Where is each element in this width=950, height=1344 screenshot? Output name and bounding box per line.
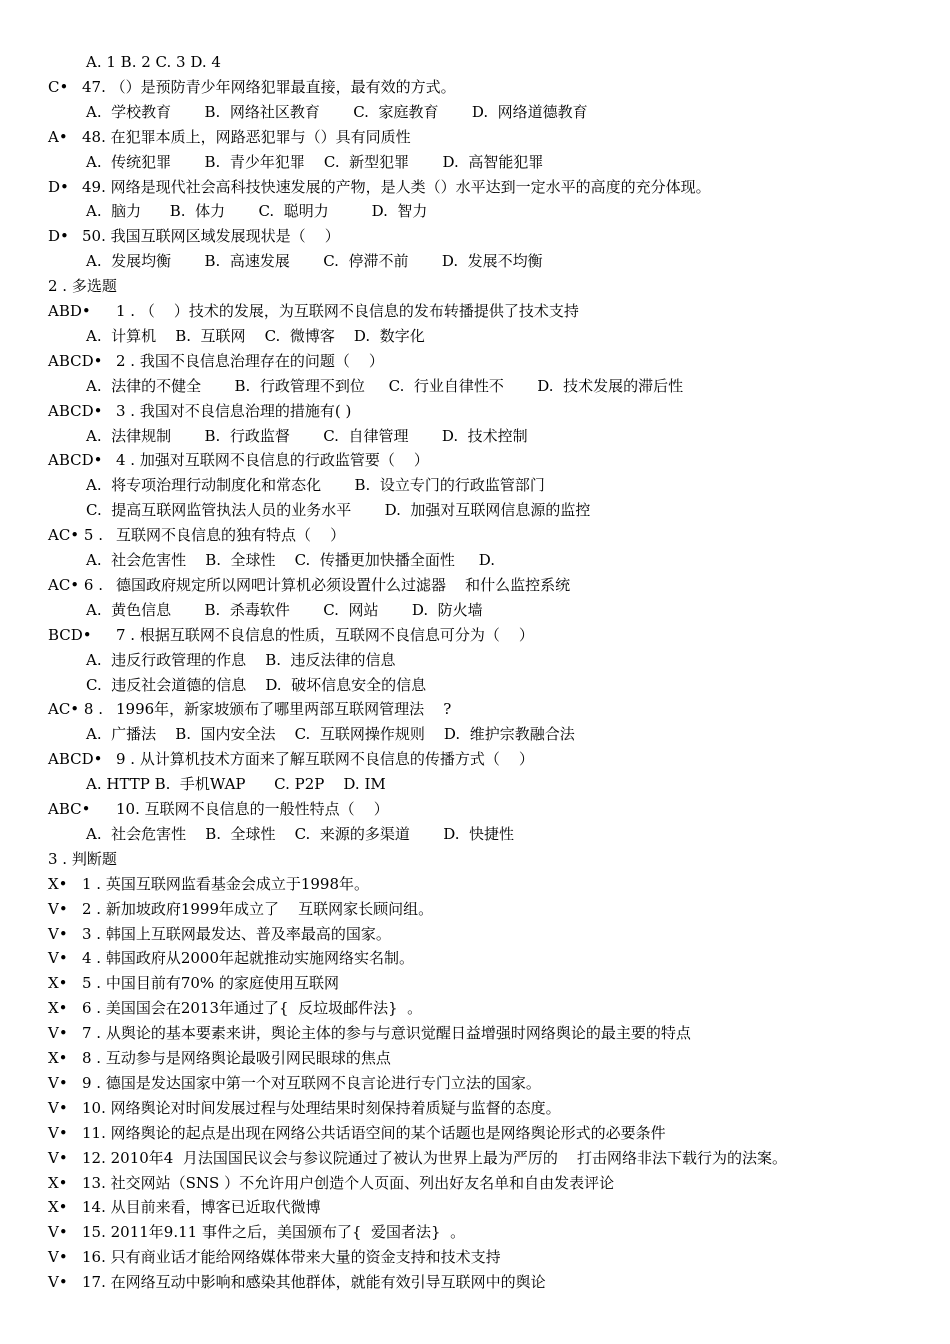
option-text: A. 社会危害性 B. 全球性 C. 传播更加快播全面性 D. (86, 551, 495, 569)
question-text: 5 . 中国目前有70% 的家庭使用互联网 (82, 974, 339, 993)
answer-key: V• (48, 1024, 68, 1043)
question-text: 48. 在犯罪本质上，网路恶犯罪与（）具有同质性 (82, 127, 411, 146)
option-text: A. 黄色信息 B. 杀毒软件 C. 网站 D. 防火墙 (86, 600, 483, 619)
question-text: 14. 从目前来看，博客已近取代微博 (82, 1198, 321, 1217)
document-line (0, 199, 950, 224)
document-line (0, 150, 950, 175)
option-text: A. 脑力 B. 体力 C. 聪明力 D. 智力 (86, 202, 428, 221)
question-text: 2 . 新加坡政府1999年成立了 互联网家长顾问组。 (82, 899, 434, 918)
question-text: 1996年，新家坡颁布了哪里两部互联网管理法 ? (116, 700, 452, 719)
answer-key: AC• 8 . (48, 700, 104, 719)
answer-key: V• (48, 1148, 68, 1167)
question-text: 1 . 英国互联网监看基金会成立于1998年。 (82, 874, 370, 893)
question-text: 9 . 从计算机技术方面来了解互联网不良信息的传播方式（ ） (116, 750, 534, 769)
document-line (0, 722, 950, 747)
document-line (0, 1195, 950, 1220)
document-line (0, 548, 950, 573)
question-text: 49. 网络是现代社会高科技快速发展的产物，是人类（）水平达到一定水平的高度的充分体现。 (82, 177, 711, 196)
document-line (0, 946, 950, 971)
document-line (0, 75, 950, 100)
answer-key: X• (48, 999, 68, 1018)
question-text: 15. 2011年9.11 事件之后，美国颁布了{ 爱国者法} 。 (82, 1223, 466, 1242)
option-text: A. 法律的不健全 B. 行政管理不到位 C. 行业自律性不 D. 技术发展的滞后性 (86, 376, 684, 395)
answer-key: V• (48, 1123, 68, 1142)
document-line (0, 523, 950, 548)
answer-key: ABCD• (48, 351, 103, 370)
document-line (0, 473, 950, 498)
document-line (0, 125, 950, 150)
section-heading: 3 . 判断题 (48, 849, 117, 868)
question-text: 1 . （ ）技术的发展，为互联网不良信息的发布转播提供了技术支持 (116, 302, 579, 320)
document-line (0, 1021, 950, 1046)
document-line (0, 697, 950, 722)
document-line (0, 623, 950, 648)
answer-key: BCD• (48, 625, 92, 644)
answer-key: X• (48, 1049, 68, 1067)
answer-key: V• (48, 1223, 68, 1242)
answer-key: A• (48, 127, 68, 146)
answer-key: X• (48, 974, 68, 993)
document-line (0, 922, 950, 947)
question-text: 16. 只有商业话才能给网络媒体带来大量的资金支持和技术支持 (82, 1248, 501, 1267)
option-text: A. 法律规制 B. 行政监督 C. 自律管理 D. 技术控制 (86, 426, 528, 445)
answer-key: ABCD• (48, 401, 103, 420)
document-line (0, 1096, 950, 1121)
answer-key: V• (48, 924, 68, 943)
option-text: A. 社会危害性 B. 全球性 C. 来源的多渠道 D. 快捷性 (86, 824, 515, 843)
option-text: A. 将专项治理行动制度化和常态化 B. 设立专门的行政监管部门 (86, 476, 545, 495)
document-line (0, 822, 950, 847)
document-line (0, 100, 950, 125)
answer-key: X• (48, 1173, 68, 1192)
document-line (0, 797, 950, 822)
document-line (0, 424, 950, 449)
question-text: 9 . 德国是发达国家中第一个对互联网不良言论进行专门立法的国家。 (82, 1073, 541, 1092)
question-text: 11. 网络舆论的起点是出现在网络公共话语空间的某个话题也是网络舆论形式的必要条件 (82, 1123, 666, 1142)
question-text: 3 . 我国对不良信息治理的措施有( ) (116, 401, 352, 420)
option-text: A. 1 B. 2 C. 3 D. 4 (86, 53, 221, 71)
answer-key: D• (48, 227, 69, 246)
question-text: 12. 2010年4 月法国国民议会与参议院通过了被认为世界上最为严厉的 打击网络非法下载行为的法案。 (82, 1148, 787, 1167)
answer-key: D• (48, 177, 69, 196)
question-text: 3 . 韩国上互联网最发达、普及率最高的国家。 (82, 924, 391, 943)
document-line (0, 1171, 950, 1196)
question-text: 4 . 韩国政府从2000年起就推动实施网络实名制。 (82, 949, 415, 968)
document-line (0, 1220, 950, 1245)
answer-key: V• (48, 1273, 68, 1292)
document-line (0, 747, 950, 772)
document-line (0, 648, 950, 673)
document-line (0, 324, 950, 349)
document-line (0, 772, 950, 797)
option-text: C. 违反社会道德的信息 D. 破坏信息安全的信息 (86, 675, 427, 694)
option-text: A. 发展均衡 B. 高速发展 C. 停滞不前 D. 发展不均衡 (86, 252, 543, 271)
answer-key: X• (48, 1198, 68, 1217)
document-line (0, 673, 950, 698)
question-text: 17. 在网络互动中影响和感染其他群体，就能有效引导互联网中的舆论 (82, 1273, 546, 1292)
question-text: 7 . 根据互联网不良信息的性质，互联网不良信息可分为（ ） (116, 625, 534, 644)
answer-key: C• (48, 77, 69, 96)
document-line (0, 50, 950, 75)
document-line (0, 448, 950, 473)
document-line (0, 349, 950, 374)
answer-key: V• (48, 1073, 68, 1092)
section-heading: 2 . 多选题 (48, 277, 117, 296)
answer-key: ABC• (48, 800, 91, 818)
answer-key: AC• 5 . (48, 526, 104, 545)
document-line (0, 1245, 950, 1270)
document-line (0, 498, 950, 523)
question-text: 50. 我国互联网区域发展现状是（ ） (82, 227, 340, 246)
document-line (0, 996, 950, 1021)
answer-key: ABCD• (48, 451, 103, 470)
question-text: 47. （）是预防青少年网络犯罪最直接，最有效的方式。 (82, 77, 456, 96)
question-text: 4 . 加强对互联网不良信息的行政监管要（ ） (116, 451, 429, 470)
document-line (0, 274, 950, 299)
document-line (0, 224, 950, 249)
answer-key: ABCD• (48, 750, 103, 769)
document-line (0, 1071, 950, 1096)
document-line (0, 299, 950, 324)
question-text: 13. 社交网站（SNS ）不允许用户创造个人页面、列出好友名单和自由发表评论 (82, 1173, 615, 1192)
option-text: A. 传统犯罪 B. 青少年犯罪 C. 新型犯罪 D. 高智能犯罪 (86, 152, 544, 171)
option-text: A. 计算机 B. 互联网 C. 微博客 D. 数字化 (86, 326, 425, 345)
answer-key: V• (48, 1098, 68, 1117)
document-line (0, 872, 950, 897)
document-line (0, 573, 950, 598)
question-text: 8 . 互动参与是网络舆论最吸引网民眼球的焦点 (82, 1049, 391, 1067)
option-text: A. 学校教育 B. 网络社区教育 C. 家庭教育 D. 网络道德教育 (86, 102, 588, 121)
question-text: 10. 互联网不良信息的一般性特点（ ） (116, 800, 389, 818)
question-text: 7 . 从舆论的基本要素来讲，舆论主体的参与与意识觉醒日益增强时网络舆论的最主要的特点 (82, 1024, 691, 1043)
option-text: A. HTTP B. 手机WAP C. P2P D. IM (86, 775, 386, 794)
option-text: C. 提高互联网监管执法人员的业务水平 D. 加强对互联网信息源的监控 (86, 501, 591, 520)
document-line (0, 249, 950, 274)
document-line (0, 971, 950, 996)
document-line (0, 374, 950, 399)
document-line (0, 1270, 950, 1295)
option-text: A. 广播法 B. 国内安全法 C. 互联网操作规则 D. 维护宗教融合法 (86, 725, 575, 744)
document-line (0, 175, 950, 200)
question-text: 10. 网络舆论对时间发展过程与处理结果时刻保持着质疑与监督的态度。 (82, 1098, 561, 1117)
document-line (0, 847, 950, 872)
answer-key: AC• 6 . (48, 575, 104, 594)
document-line (0, 1121, 950, 1146)
question-text: 德国政府规定所以网吧计算机必须设置什么过滤器 和什么监控系统 (116, 575, 571, 594)
option-text: A. 违反行政管理的作息 B. 违反法律的信息 (86, 650, 396, 669)
answer-key: V• (48, 899, 68, 918)
document-line (0, 1146, 950, 1171)
answer-key: ABD• (48, 302, 91, 320)
document-line (0, 1046, 950, 1071)
question-text: 6 . 美国国会在2013年通过了{ 反垃圾邮件法} 。 (82, 999, 423, 1018)
answer-key: V• (48, 1248, 68, 1267)
question-text: 互联网不良信息的独有特点（ ） (116, 526, 346, 545)
document-line (0, 399, 950, 424)
document-line (0, 897, 950, 922)
document-line (0, 598, 950, 623)
question-text: 2 . 我国不良信息治理存在的问题（ ） (116, 351, 384, 370)
answer-key: V• (48, 949, 68, 968)
answer-key: X• (48, 874, 68, 893)
